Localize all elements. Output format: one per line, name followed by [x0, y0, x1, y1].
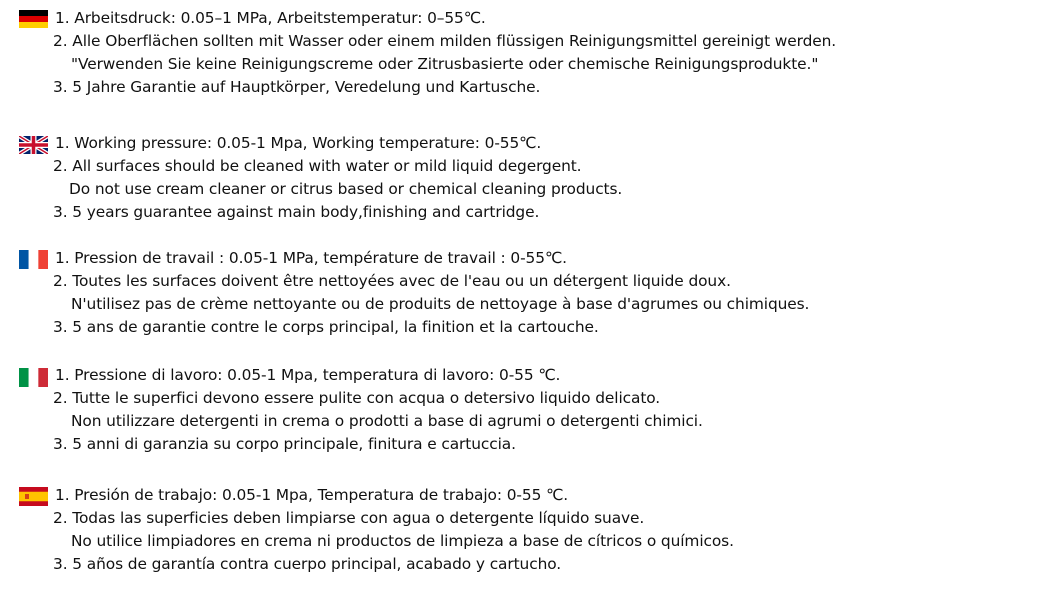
it-item-3: 3. 5 anni di garanzia su corpo principale, finitura e cartuccia.	[53, 435, 516, 453]
en-item-2-note: Do not use cream cleaner or citrus based or chemical cleaning products.	[69, 180, 623, 198]
de-flag-icon	[19, 10, 48, 28]
es-flag-icon	[19, 487, 48, 506]
de-item-3: 3. 5 Jahre Garantie auf Hauptkörper, Veredelung und Kartusche.	[53, 78, 541, 96]
es-item-2: 2. Todas las superficies deben limpiarse con agua o detergente líquido suave.	[53, 509, 645, 527]
fr-item-3: 3. 5 ans de garantie contre le corps principal, la finition et la cartouche.	[53, 318, 599, 336]
it-item-1: 1. Pressione di lavoro: 0.05-1 Mpa, temperatura di lavoro: 0-55 ℃.	[55, 366, 561, 384]
de-item-2-note: "Verwenden Sie keine Reinigungscreme oder Zitrusbasierte oder chemische Reinigungsprodukte."	[71, 55, 819, 73]
fr-item-2-note: N'utilisez pas de crème nettoyante ou de produits de nettoyage à base d'agrumes ou chimiques.	[71, 295, 810, 313]
it-flag-icon	[19, 368, 48, 387]
fr-item-2: 2. Toutes les surfaces doivent être nettoyées avec de l'eau ou un détergent liquide doux.	[53, 272, 731, 290]
de-item-2: 2. Alle Oberflächen sollten mit Wasser oder einem milden flüssigen Reinigungsmittel gereinigt werden.	[53, 32, 837, 50]
fr-flag-icon	[19, 250, 48, 269]
es-item-2-note: No utilice limpiadores en crema ni productos de limpieza a base de cítricos o químicos.	[71, 532, 734, 550]
it-item-2: 2. Tutte le superfici devono essere pulite con acqua o detersivo liquido delicato.	[53, 389, 661, 407]
en-item-2: 2. All surfaces should be cleaned with water or mild liquid degergent.	[53, 157, 582, 175]
uk-flag-icon	[19, 136, 48, 154]
es-item-1: 1. Presión de trabajo: 0.05-1 Mpa, Temperatura de trabajo: 0-55 ℃.	[55, 486, 569, 504]
it-item-2-note: Non utilizzare detergenti in crema o prodotti a base di agrumi o detergenti chimici.	[71, 412, 703, 430]
en-item-3: 3. 5 years guarantee against main body,finishing and cartridge.	[53, 203, 540, 221]
de-item-1: 1. Arbeitsdruck: 0.05–1 MPa, Arbeitstemperatur: 0–55℃.	[55, 9, 486, 27]
fr-item-1: 1. Pression de travail : 0.05-1 MPa, température de travail : 0-55℃.	[55, 249, 567, 267]
es-item-3: 3. 5 años de garantía contra cuerpo principal, acabado y cartucho.	[53, 555, 562, 573]
en-item-1: 1. Working pressure: 0.05-1 Mpa, Working temperature: 0-55℃.	[55, 134, 542, 152]
